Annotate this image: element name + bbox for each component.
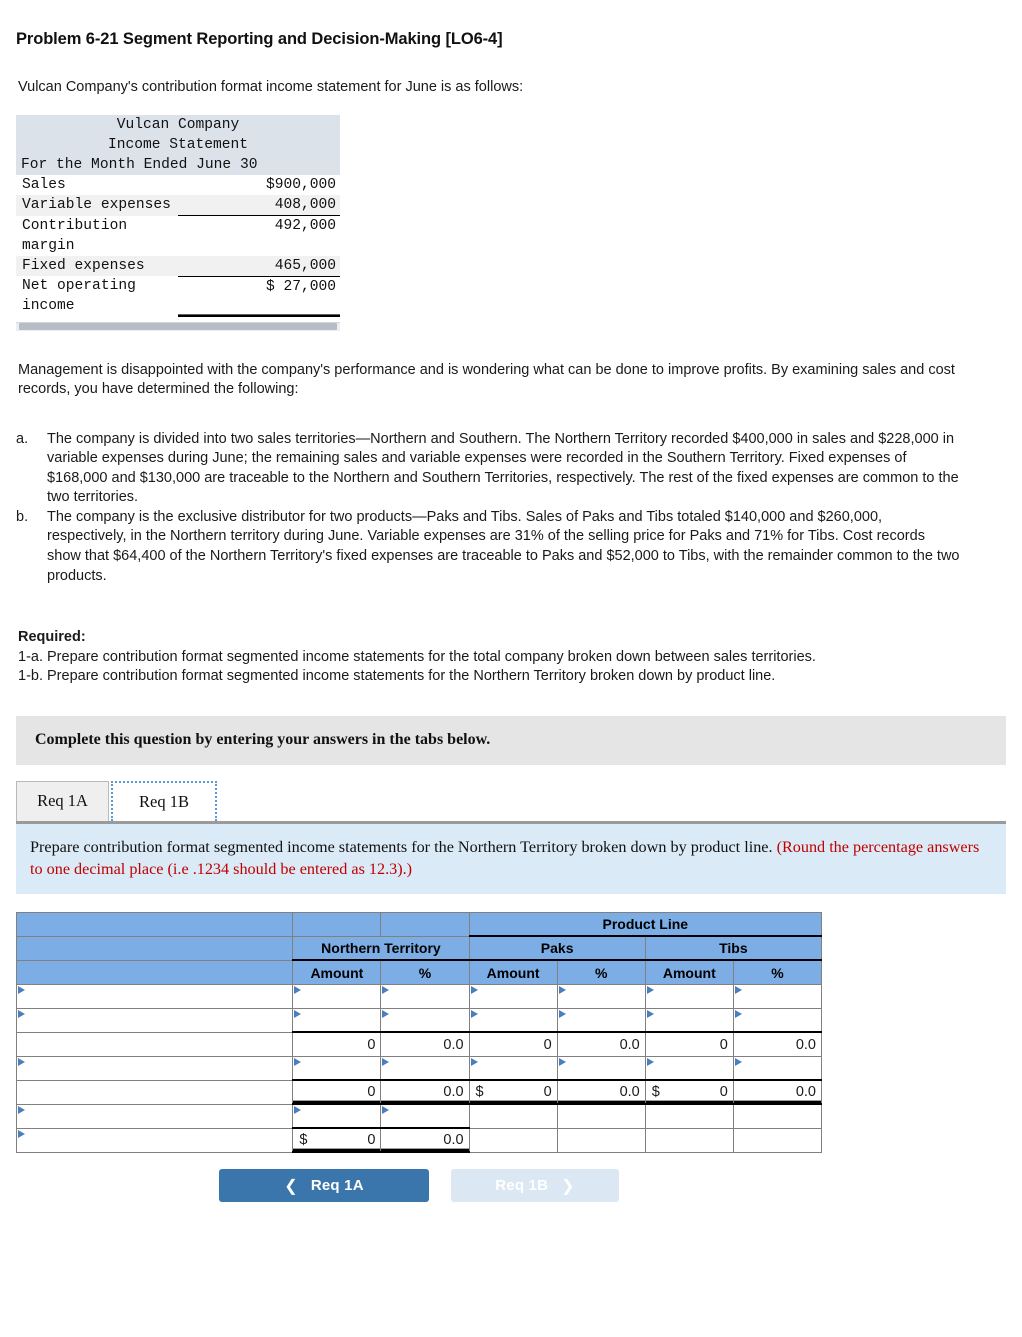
list-item-marker: b. [16, 508, 29, 525]
tab-req-1a[interactable] [16, 781, 109, 821]
grid-blank-cell [17, 936, 293, 960]
table-row [17, 1080, 822, 1104]
grid-cell-tibs-percent[interactable] [733, 1008, 821, 1032]
required-block [18, 628, 963, 687]
grid-cell-tibs-amount[interactable] [645, 984, 733, 1008]
grid-row-label-select[interactable] [17, 1128, 293, 1152]
is-row-value: 492,000 [274, 218, 336, 234]
narrative-list [0, 430, 960, 587]
is-company-name: Vulcan Company [16, 115, 340, 135]
grid-cell-paks-percent[interactable] [557, 1008, 645, 1032]
grid-blank-cell [381, 912, 469, 936]
answer-grid [16, 912, 822, 1154]
table-row [16, 195, 340, 216]
grid-row-label-static [17, 1032, 293, 1056]
grid-cell-nt-percent[interactable] [381, 984, 469, 1008]
grid-subheader-tibs-amount: Amount [645, 960, 733, 984]
table-row [16, 256, 340, 277]
prev-button-label: Req 1A [310, 1177, 364, 1195]
grid-cell-tibs-percent: 0.0 [733, 1080, 821, 1104]
grid-blank-cell [17, 960, 293, 984]
is-statement-name: Income Statement [16, 135, 340, 155]
scrollbar-thumb[interactable] [19, 323, 337, 330]
grid-cell-paks-amount: $ 0 [469, 1080, 557, 1104]
is-row-value: 465,000 [178, 256, 340, 277]
income-statement-table [16, 115, 340, 317]
grid-cell-tibs-percent[interactable] [733, 1056, 821, 1080]
tab-req-1b[interactable] [111, 781, 217, 821]
grid-group-header-tibs: Tibs [645, 936, 821, 960]
table-row [16, 276, 340, 316]
grid-group-header-paks: Paks [469, 936, 645, 960]
table-row [16, 175, 340, 195]
table-row [16, 216, 340, 256]
table-row [17, 984, 822, 1008]
grid-subheader-tibs-percent: % [733, 960, 821, 984]
is-row-label: Sales [22, 177, 66, 193]
grid-cell-tibs-percent[interactable] [733, 984, 821, 1008]
grid-cell-nt-percent: 0.0 [381, 1080, 469, 1104]
grid-blank-cell [293, 912, 381, 936]
is-row-label: Variable expenses [16, 195, 178, 216]
table-row [17, 1128, 822, 1152]
grid-header-row-1 [17, 912, 822, 936]
is-row-value: 408,000 [178, 195, 340, 216]
grid-cell-nt-percent[interactable] [381, 1008, 469, 1032]
grid-cell-paks-percent: 0.0 [557, 1080, 645, 1104]
grid-cell-paks-amount: 0 [469, 1032, 557, 1056]
grid-cell-nt-percent[interactable] [381, 1056, 469, 1080]
grid-cell-tibs-amount[interactable] [645, 1056, 733, 1080]
grid-cell-nt-amount[interactable] [293, 1104, 381, 1128]
grid-subheader-nt-percent: % [381, 960, 469, 984]
required-line-1b: 1-b. Prepare contribution format segmented income statements for the Northern Territory broken down by product line. [18, 668, 776, 685]
grid-group-header-product-line: Product Line [469, 912, 821, 936]
management-paragraph: Management is disappointed with the company's performance and is wondering what can be done to improve profits. By examining sales and cost records, you have determined the following: [18, 361, 955, 397]
grid-cell-nt-amount[interactable] [293, 1056, 381, 1080]
grid-cell-paks-percent [557, 1104, 645, 1128]
tab-req-1b-label: Req 1B [139, 791, 189, 811]
table-row [17, 1056, 822, 1080]
grid-cell-nt-percent[interactable] [381, 1104, 469, 1128]
grid-cell-paks-percent [557, 1128, 645, 1152]
grid-subheader-paks-percent: % [557, 960, 645, 984]
table-row [17, 1104, 822, 1128]
grid-corner-cell [17, 912, 293, 936]
grid-cell-tibs-percent: 0.0 [733, 1032, 821, 1056]
required-heading: Required: [18, 629, 86, 646]
list-item-marker: a. [16, 430, 29, 447]
grid-cell-tibs-amount [645, 1104, 733, 1128]
intro-text: Vulcan Company's contribution format income statement for June is as follows: [18, 79, 524, 95]
grid-cell-nt-amount[interactable] [293, 1008, 381, 1032]
grid-cell-nt-amount: 0 [293, 1080, 381, 1104]
list-item [14, 430, 960, 508]
chevron-left-icon: ❮ [284, 1177, 298, 1195]
grid-subheader-nt-amount: Amount [293, 960, 381, 984]
grid-row-label-select[interactable] [17, 984, 293, 1008]
is-row-label: Contribution margin [22, 217, 128, 254]
complete-question-banner [16, 716, 1006, 765]
list-item [14, 508, 960, 586]
is-row-value: $ 27,000 [178, 276, 340, 316]
tab-req-1a-label: Req 1A [37, 791, 88, 811]
grid-cell-paks-amount [469, 1104, 557, 1128]
income-statement-scrollbar[interactable] [16, 322, 340, 331]
problem-page [0, 30, 1022, 1202]
grid-subheader-paks-amount: Amount [469, 960, 557, 984]
grid-header-row-3 [17, 960, 822, 984]
is-row-label: Net operating income [22, 278, 136, 314]
grid-cell-paks-percent[interactable] [557, 984, 645, 1008]
grid-cell-tibs-percent [733, 1104, 821, 1128]
grid-cell-nt-amount: 0 [293, 1032, 381, 1056]
grid-cell-tibs-amount: 0 [645, 1032, 733, 1056]
is-period-row [16, 155, 340, 175]
grid-row-label-select[interactable] [17, 1104, 293, 1128]
grid-row-label-select[interactable] [17, 1056, 293, 1080]
grid-row-label-static [17, 1080, 293, 1104]
grid-row-label-select[interactable] [17, 1008, 293, 1032]
grid-cell-tibs-percent [733, 1128, 821, 1152]
tab-bar [16, 781, 1006, 824]
grid-cell-paks-percent[interactable] [557, 1056, 645, 1080]
grid-cell-nt-amount: $ 0 [293, 1128, 381, 1152]
grid-cell-tibs-amount[interactable] [645, 1008, 733, 1032]
complete-question-text: Complete this question by entering your answers in the tabs below. [35, 731, 491, 749]
grid-cell-nt-percent: 0.0 [381, 1032, 469, 1056]
grid-header-row-2 [17, 936, 822, 960]
grid-cell-paks-amount[interactable] [469, 984, 557, 1008]
table-row [17, 1032, 822, 1056]
navigation-row [16, 1169, 822, 1202]
answer-grid-wrapper [16, 912, 1022, 1154]
list-item-text: The company is divided into two sales territories—Northern and Southern. The Northern Territory recorded $400,000 in sales and $228,000 in variable expenses during June; the remaining sales and variable expenses were recorded in the Southern Territory. Fixed expenses of $168,000 and $130,000 are traceable to the Northern and Southern Territories, respectively. The rest of the fixed expenses are common to the two territories. [47, 430, 959, 506]
chevron-right-icon: ❯ [561, 1177, 575, 1195]
is-company-row [16, 115, 340, 135]
is-row-label: Fixed expenses [16, 256, 178, 277]
grid-cell-nt-amount[interactable] [293, 984, 381, 1008]
grid-cell-nt-percent: 0.0 [381, 1128, 469, 1152]
list-item-text: The company is the exclusive distributor for two products—Paks and Tibs. Sales of Paks and Tibs totaled $140,000 and $260,000, respectively, in the Northern territory during June. Variable expenses are 31% of the selling price for Paks and 71% for Tibs. Cost records show that $64,400 of the Northern Territory's fixed expenses are traceable to Paks and $52,000 to Tibs, with the remainder common to the two products. [47, 508, 960, 584]
table-row [17, 1008, 822, 1032]
grid-cell-tibs-amount: $ 0 [645, 1080, 733, 1104]
grid-group-header-northern-territory: Northern Territory [293, 936, 469, 960]
grid-cell-paks-amount[interactable] [469, 1008, 557, 1032]
next-button-label: Req 1B [495, 1177, 549, 1195]
next-req-1b-button[interactable] [451, 1169, 619, 1202]
grid-cell-paks-percent: 0.0 [557, 1032, 645, 1056]
is-statement-row [16, 135, 340, 155]
grid-cell-tibs-amount [645, 1128, 733, 1152]
is-period: For the Month Ended June 30 [16, 155, 340, 175]
instruction-rounding-note: (Round the percentage answers to one decimal place (i.e .1234 should be entered as 12.3).) [30, 837, 980, 878]
is-row-value: $900,000 [265, 177, 336, 193]
required-line-1a: 1-a. Prepare contribution format segmented income statements for the total company broken down between sales territories. [18, 648, 816, 665]
grid-cell-paks-amount [469, 1128, 557, 1152]
prev-req-1a-button[interactable] [219, 1169, 429, 1202]
grid-cell-paks-amount[interactable] [469, 1056, 557, 1080]
instruction-text: Prepare contribution format segmented income statements for the Northern Territory broken down by product line. [30, 837, 777, 856]
instruction-banner [16, 824, 1006, 894]
page-title: Problem 6-21 Segment Reporting and Decision-Making [LO6-4] [16, 30, 503, 48]
